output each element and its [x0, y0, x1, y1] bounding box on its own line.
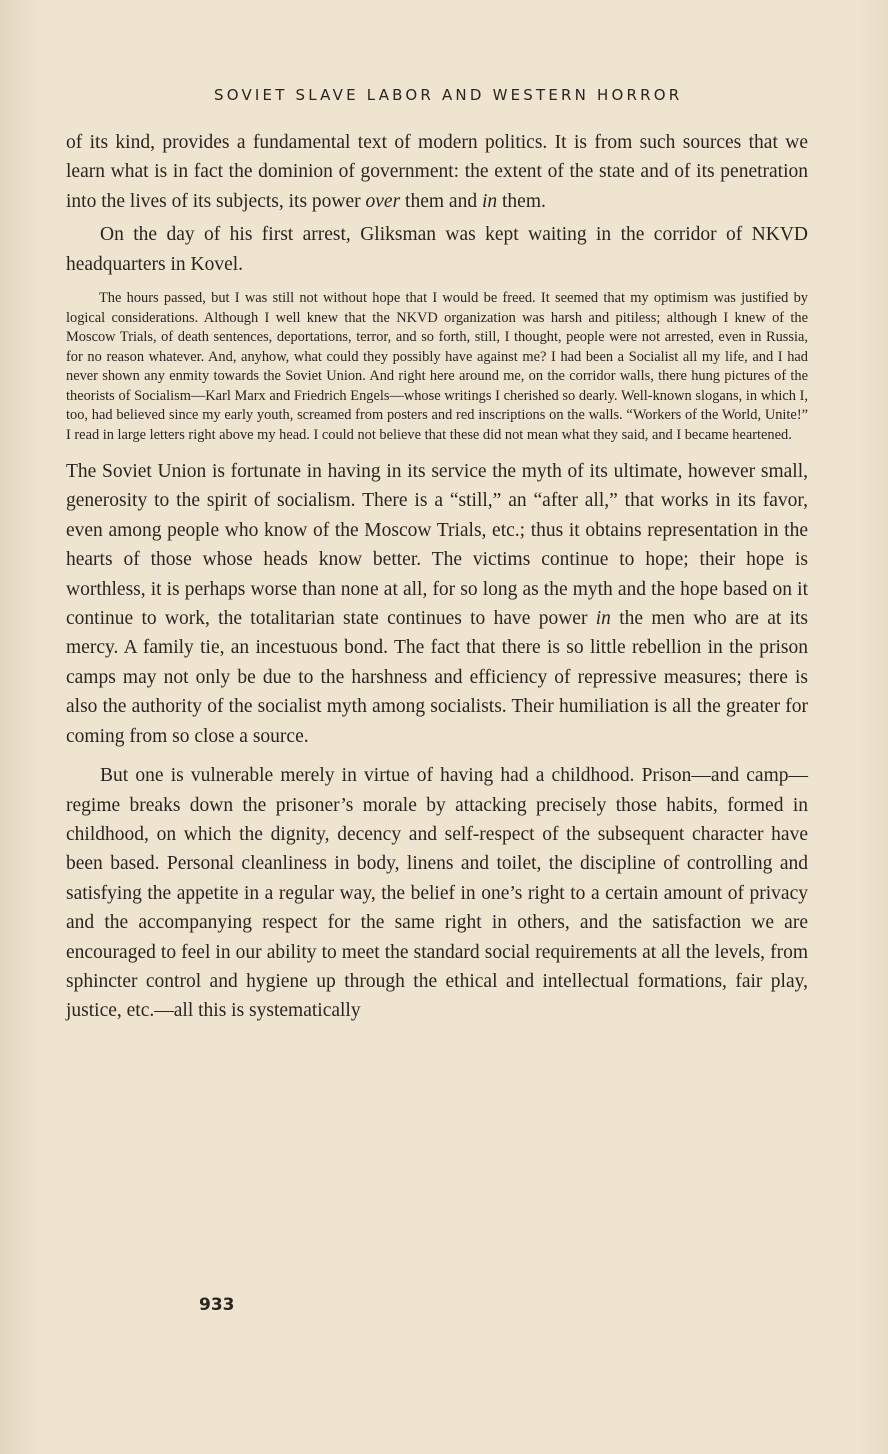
paragraph-4: But one is vulnerable merely in virtue of having had a childhood. Prison—and camp—regime breaks down the prisoner’s morale by attacking precisely those habits, formed in childhood, on which the dignity, decency and self-respect of the subsequent character have been based. Personal cleanliness in body, linens and toilet, the discipline of controlling and satisfying the appetite in a regular way, the belief in one’s right to a certain amount of privacy and the accompanying respect for the same right in others, and the satisfaction we are encouraged to feel in our ability to meet the standard social requirements at all the levels, from sphincter control and hygiene up through the ethical and intellectual formations, fair play, justice, etc.—all this is systematically [66, 765, 808, 1022]
paragraph-1-emphasis-over: over [365, 190, 401, 212]
paragraph-3-text-b: the men who are at its mercy. A family tie, an incestuous bond. The fact that there is so little rebellion in the prison camps may not only be due to the harshness and efficiency of repressive measures; there is also the authority of the socialist myth among socialists. Their humiliation is all the greater for coming from so close a source. [66, 608, 809, 747]
paragraph-1-text-c: them. [497, 190, 546, 212]
paragraph-1-emphasis-in: in [481, 190, 498, 212]
paragraph-2: On the day of his first arrest, Gliksman was kept waiting in the corridor of NKVD headquarters in Kovel. [66, 224, 808, 275]
paragraph-1-text-a: of its kind, provides a fundamental text of modern politics. It is from such sources that we learn what is in fact the dominion of government: the extent of the state and of its penetration into the lives of its subjects, its power [66, 132, 808, 212]
paragraph-3 [66, 457, 808, 751]
page-body [66, 128, 808, 1026]
paragraph-1-text-b: them and [400, 190, 482, 212]
page-number: 933 [199, 1295, 235, 1315]
paragraph-3-text-a: The Soviet Union is fortunate in having in its service the myth of its ultimate, however small, generosity to the spirit of socialism. There is a “still,” an “after all,” that works in its favor, even among people who know of the Moscow Trials, etc.; thus it obtains representation in the hearts of those whose heads know better. The victims continue to hope; their hope is worthless, it is perhaps worse than none at all, for so long as the myth and the hope based on it continue to work, the totalitarian state continues to have power [66, 461, 808, 630]
block-quote: The hours passed, but I was still not without hope that I would be freed. It seemed that my optimism was justified by logical considerations. Although I well knew that the NKVD organization was harsh and pitiless; although I knew of the Moscow Trials, of death sentences, deportations, terror, and so forth, still, I thought, people were not arrested, even in Russia, for no reason whatever. And, anyhow, what could they possibly have against me? I had been a Socialist all my life, and I had never shown any enmity towards the Soviet Union. And right here around me, on the corridor walls, there hung pictures of the theorists of Socialism—Karl Marx and Friedrich Engels—whose writings I cherished so dearly. Well-known slogans, in which I, too, had believed since my early youth, screamed from posters and red inscriptions on the walls. “Workers of the World, Unite!” I read in large letters right above my head. I could not believe that these did not mean what they said, and I became heartened. [66, 290, 808, 443]
paragraph-1 [66, 128, 808, 216]
running-head: SOVIET SLAVE LABOR AND WESTERN HORROR [214, 86, 683, 104]
paragraph-3-emphasis-in: in [595, 608, 611, 630]
